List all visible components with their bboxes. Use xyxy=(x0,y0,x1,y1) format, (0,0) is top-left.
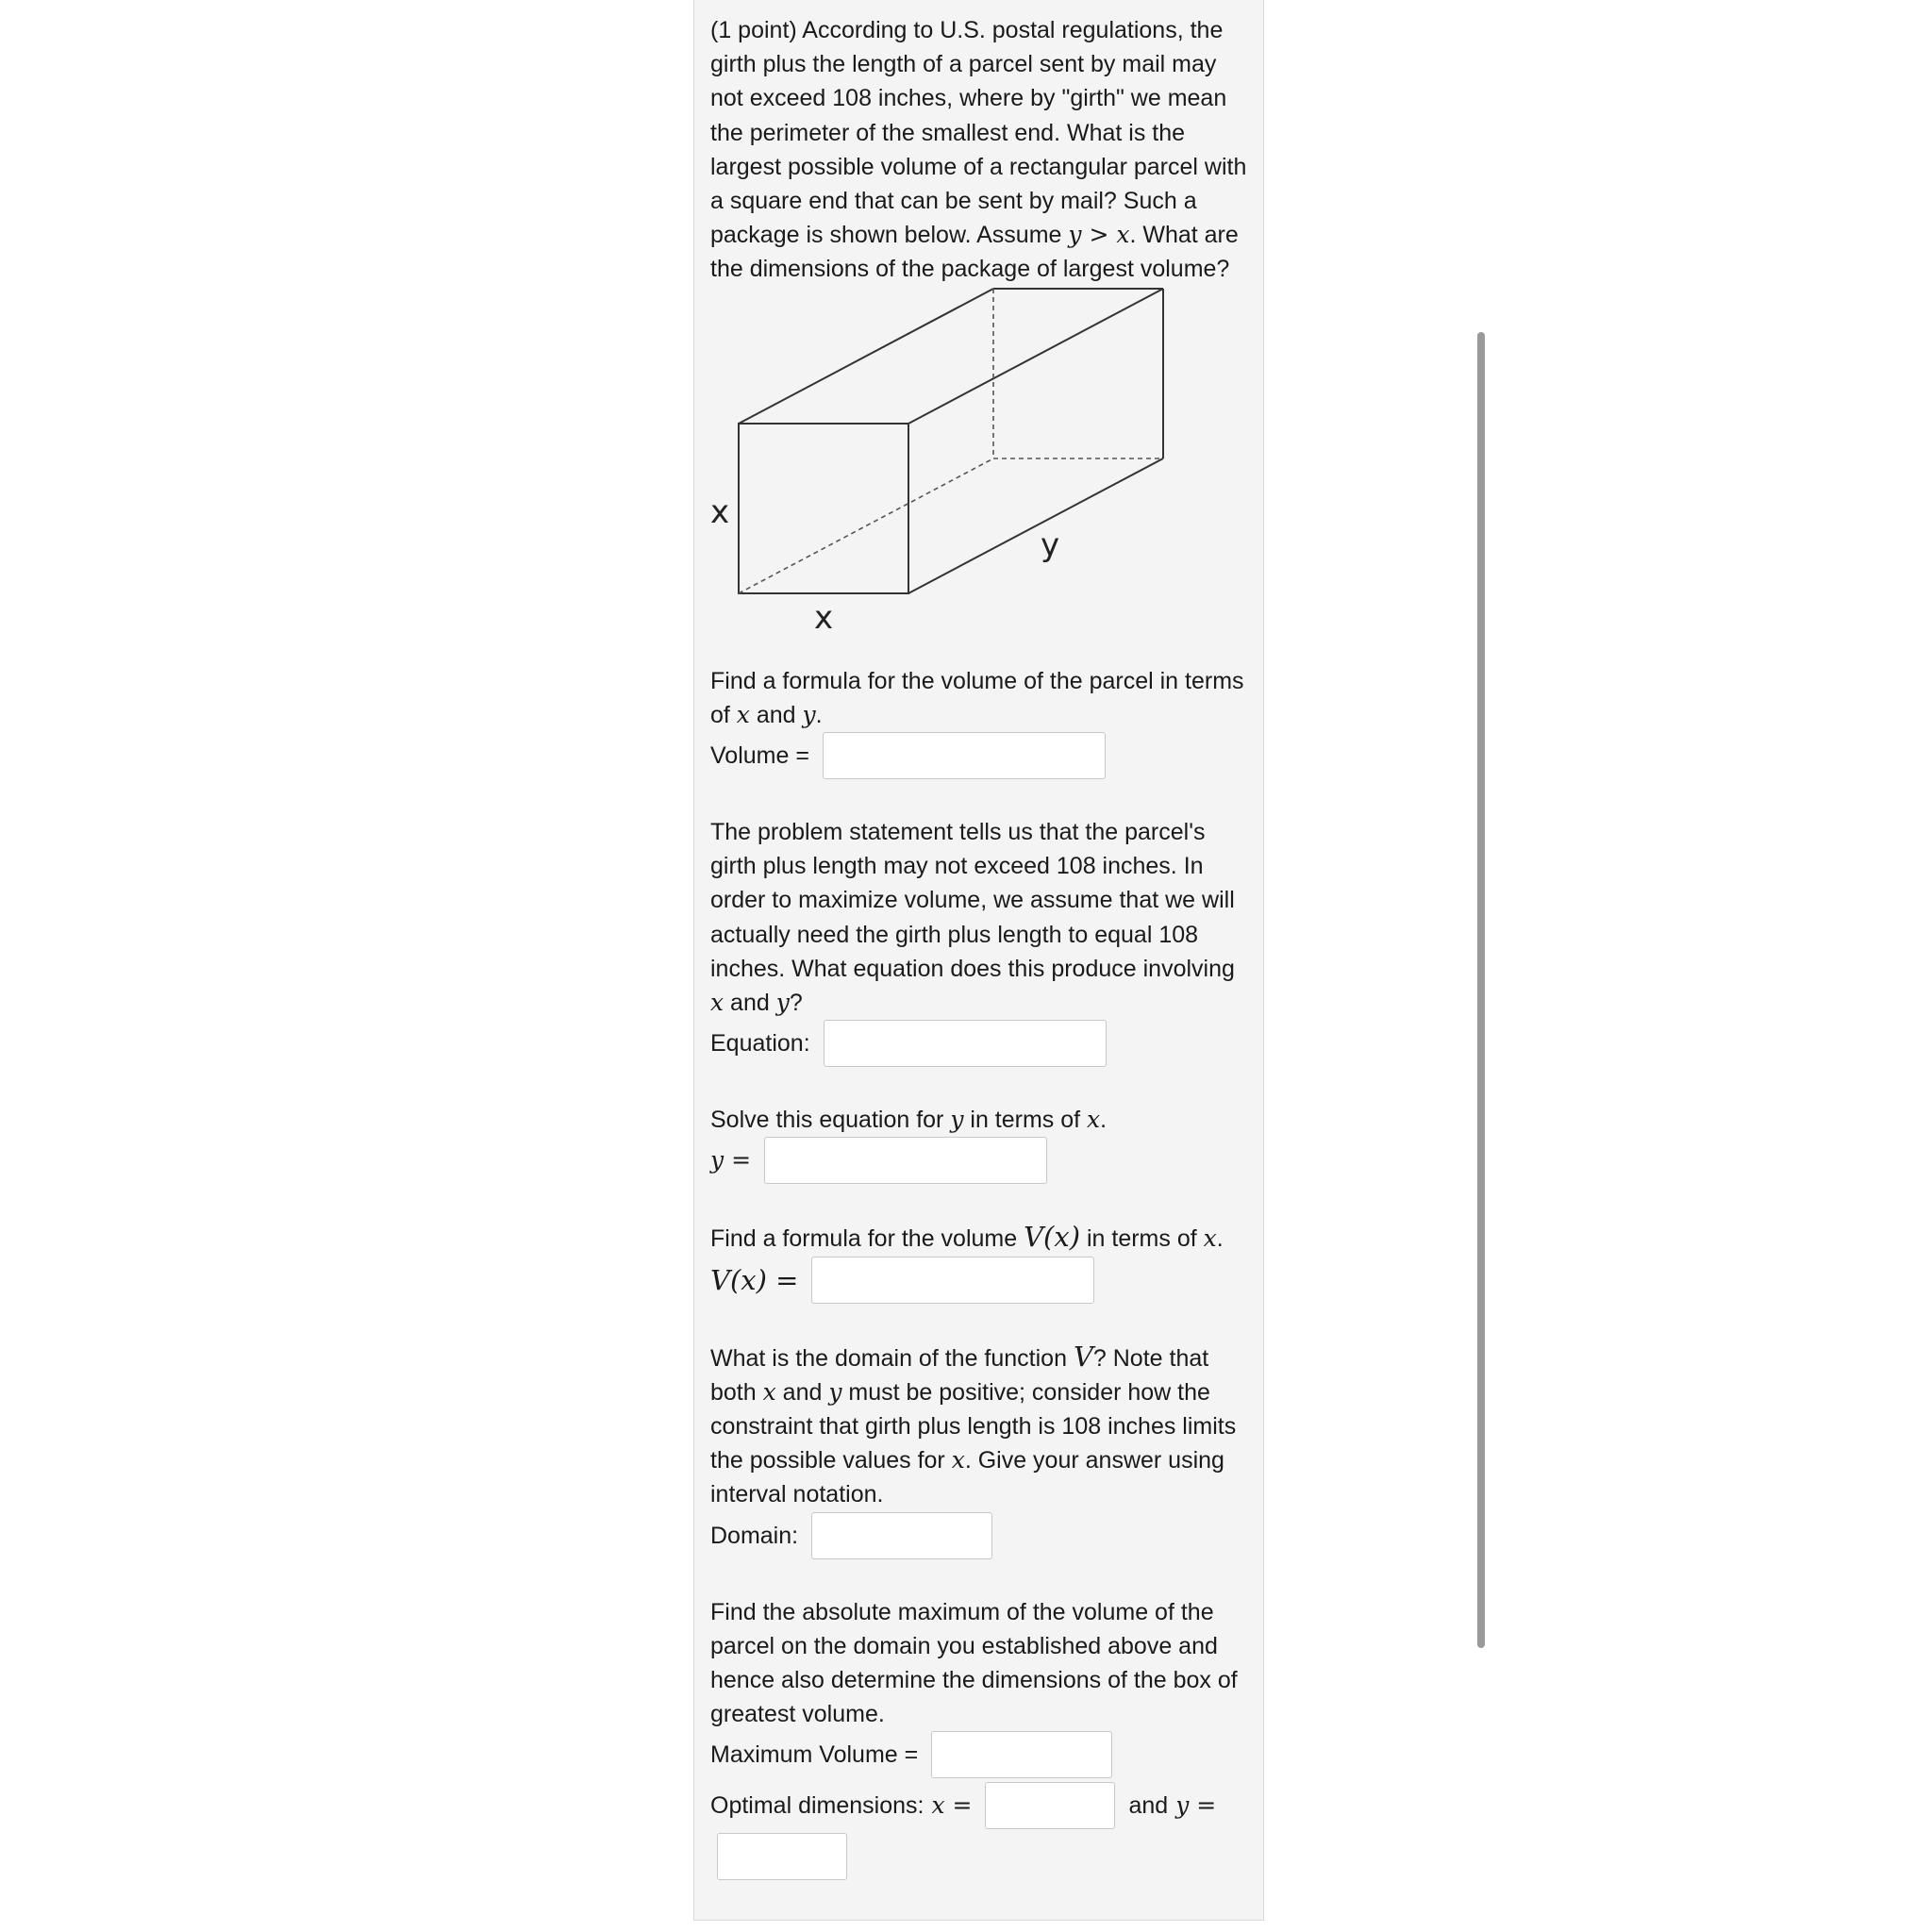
q6-text: Find the absolute maximum of the volume of the parcel on the domain you established above and hence also determine the dimensions of the box of greatest volume. xyxy=(710,1598,1238,1728)
box-edge-top-left xyxy=(739,289,993,424)
q2-text: The problem statement tells us that the parcel's girth plus length may not exceed 108 inches. In order to maximize volume, we assume that we will actually need the girth plus length to equal 108 inches. What equation does this produce involving x and y? xyxy=(710,819,1235,1017)
q3-answer-row xyxy=(710,1137,1253,1184)
problem-content xyxy=(710,13,1253,1880)
q1-text: Find a formula for the volume of the parcel in terms of x and y. xyxy=(710,667,1244,728)
y-solved-input[interactable] xyxy=(764,1137,1047,1184)
scrollbar[interactable] xyxy=(1477,332,1485,1648)
max-volume-input[interactable] xyxy=(931,1731,1112,1778)
domain-label: Domain: xyxy=(710,1522,799,1549)
q4-text: Find a formula for the volume V(x) in terms of x. xyxy=(710,1221,1224,1254)
q6-y-row xyxy=(710,1833,1253,1880)
v-of-x-label: V(x) = xyxy=(710,1263,799,1296)
diagram-label-x-bottom: x xyxy=(814,598,834,637)
diagram-label-x-side: x xyxy=(710,492,730,531)
q5-text: What is the domain of the function V? Note that both x and y must be positive; consider how the constraint that girth plus length is 108 inches limits the possible values for x. Give your answer using interval notation. xyxy=(710,1340,1237,1508)
q4-answer-row xyxy=(710,1257,1253,1304)
volume-input[interactable] xyxy=(823,732,1106,779)
problem-card xyxy=(693,0,1264,1921)
volume-label: Volume = xyxy=(710,742,809,770)
q5-answer-row xyxy=(710,1512,1253,1559)
diagram-label-y: y xyxy=(1041,525,1060,564)
q6-max-row xyxy=(710,1731,1253,1778)
box-hidden-edge-bottom-left xyxy=(739,458,993,593)
q6-dims-row xyxy=(710,1782,1253,1829)
box-front-face xyxy=(739,424,908,593)
optimal-y-input[interactable] xyxy=(717,1833,847,1880)
box-edge-bottom-right xyxy=(908,458,1163,593)
equation-input[interactable] xyxy=(824,1020,1107,1067)
box-edge-top-right xyxy=(908,289,1163,424)
optimal-x-input[interactable] xyxy=(985,1782,1115,1829)
and-label: and xyxy=(1128,1792,1169,1820)
max-volume-label: Maximum Volume = xyxy=(710,1741,919,1769)
q2-answer-row xyxy=(710,1020,1253,1067)
domain-input[interactable] xyxy=(811,1512,992,1559)
optimal-dimensions-label: Optimal dimensions: xyxy=(710,1792,924,1820)
y-equals-label-2: y = xyxy=(1175,1791,1217,1820)
parcel-box-figure xyxy=(710,287,1253,664)
problem-statement: (1 point) According to U.S. postal regulations, the girth plus the length of a parcel sent by mail may not exceed 108 inches, where by "girth" we mean the perimeter of the smallest end. What is the largest possible volume of a rectangular parcel with a square end that can be sent by mail? Such a package is shown below. Assume y > x. What are the dimensions of the package of largest volume? xyxy=(710,17,1247,283)
equation-label: Equation: xyxy=(710,1030,810,1058)
y-equals-label: y = xyxy=(710,1146,752,1174)
q1-answer-row xyxy=(710,732,1253,779)
q3-text: Solve this equation for y in terms of x. xyxy=(710,1106,1108,1134)
parcel-diagram xyxy=(710,287,1253,664)
x-equals-label: x = xyxy=(931,1791,973,1820)
v-of-x-input[interactable] xyxy=(811,1257,1094,1304)
